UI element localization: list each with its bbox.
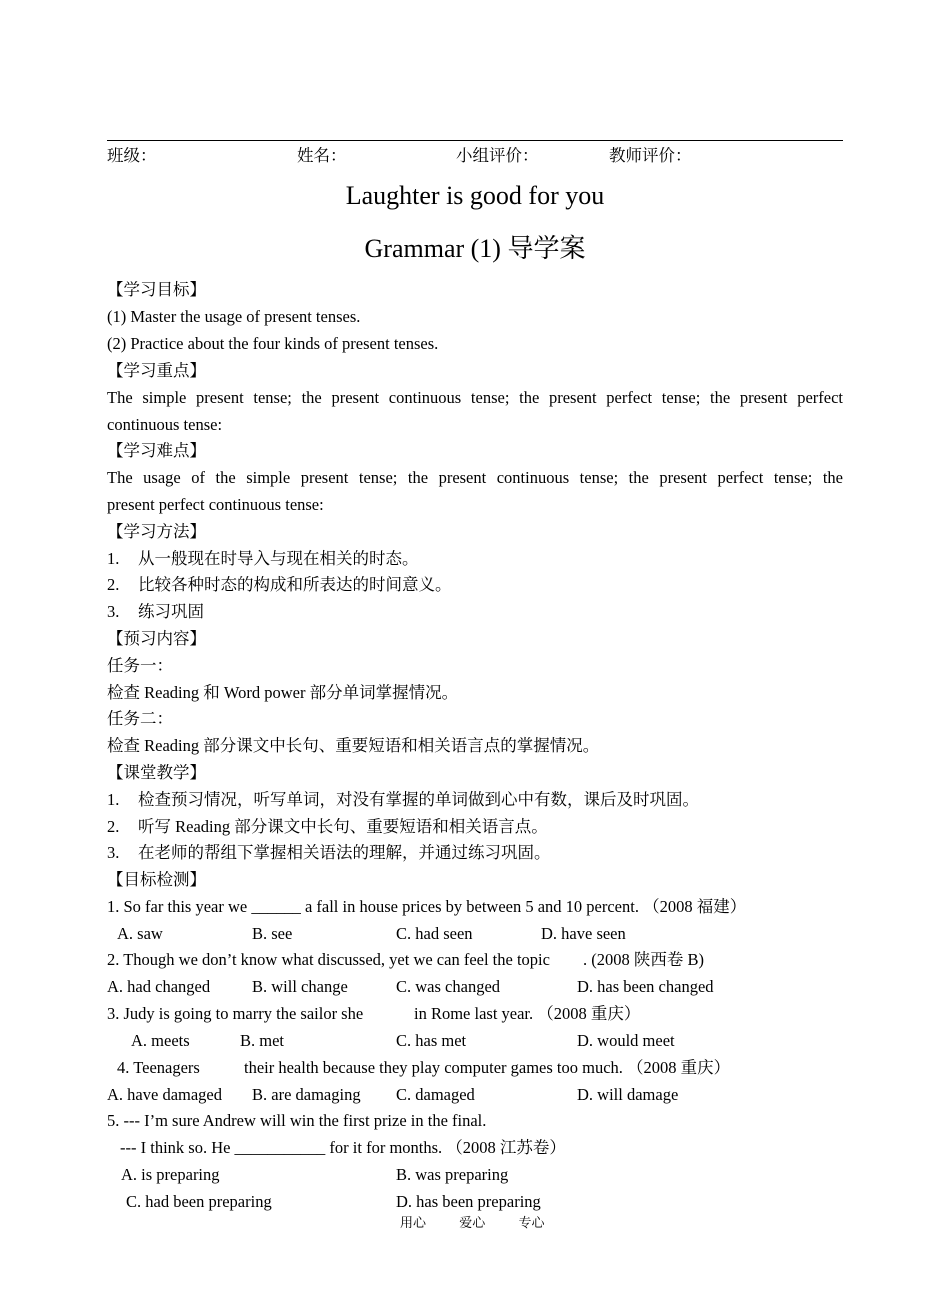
q5-option-c: C. had been preparing [126,1192,272,1211]
q4-option-b: B. are damaging [252,1085,361,1104]
page-subtitle: Grammar (1) 导学案 [364,234,586,263]
q1-option-d: D. have seen [541,924,626,943]
q3-option-c: C. has met [396,1031,467,1050]
classroom-text: 检查预习情况，听写单词，对没有掌握的单词做到心中有数，课后及时巩固。 [138,790,699,809]
method-text: 比较各种时态的构成和所表达的时间意义。 [138,575,452,594]
q5-option-b: B. was preparing [396,1165,509,1184]
question-3-stem-rest: in Rome last year. （2008 重庆） [414,1004,641,1023]
test-heading: 【目标检测】 [107,870,206,889]
task1-text: 检查 Reading 和 Word power 部分单词掌握情况。 [107,683,459,702]
method-item [107,575,843,595]
task1-label: 任务一： [107,656,173,675]
classroom-text: 听写 Reading 部分课文中长句、重要短语和相关语言点。 [138,817,548,836]
difficulties-line: present perfect continuous tense: [107,495,324,514]
preview-heading: 【预习内容】 [107,629,206,648]
task2-text: 检查 Reading 部分课文中长句、重要短语和相关语言点的掌握情况。 [107,736,600,755]
goal-item: (2) Practice about the four kinds of present tenses. [107,334,439,353]
page-footer [400,1214,545,1232]
task2-label: 任务二： [107,709,173,728]
question-1-stem: 1. So far this year we ______ a fall in house prices by between 5 and 10 percent. （2008 福建） [107,897,747,916]
q4-option-c: C. damaged [396,1085,475,1104]
q5-option-a: A. is preparing [121,1165,220,1184]
question-4-stem: 4. Teenagers [117,1058,200,1077]
method-item [107,602,843,622]
method-num: 1. [107,549,120,568]
class-label: 班级： [107,146,157,165]
q1-option-b: B. see [252,924,293,943]
classroom-num: 3. [107,843,120,862]
difficulties-heading: 【学习难点】 [107,441,206,460]
question-2-stem: 2. Though we don’t know what discussed, yet we can feel the topic . (2008 陕西卷 B) [107,950,704,969]
page-title: Laughter is good for you [345,181,605,210]
method-text: 从一般现在时导入与现在相关的时态。 [138,549,419,568]
header-rule [107,140,843,141]
classroom-heading: 【课堂教学】 [107,763,206,782]
question-5-line1: 5. --- I’m sure Andrew will win the first prize in the final. [107,1111,487,1130]
key-points-heading: 【学习重点】 [107,361,206,380]
q3-option-a: A. meets [131,1031,190,1050]
footer-word: 用心 [400,1215,427,1230]
q1-option-c: C. had seen [396,924,473,943]
group-eval-label: 小组评价： [456,146,539,165]
key-points-line: continuous tense: [107,415,223,434]
q3-option-b: B. met [240,1031,284,1050]
methods-heading: 【学习方法】 [107,522,206,541]
classroom-item [107,790,843,810]
goals-heading: 【学习目标】 [107,280,206,299]
q5-option-d: D. has been preparing [396,1192,541,1211]
method-num: 3. [107,602,120,621]
q3-option-d: D. would meet [577,1031,675,1050]
difficulties-line: The usage of the simple present tense; the present continuous tense; the present perfect tense; the [107,468,843,487]
classroom-item [107,817,843,837]
footer-word: 专心 [518,1215,545,1230]
goal-item: (1) Master the usage of present tenses. [107,307,361,326]
method-item [107,549,843,569]
name-label: 姓名： [297,146,347,165]
q4-option-d: D. will damage [577,1085,679,1104]
classroom-text: 在老师的帮组下掌握相关语法的理解，并通过练习巩固。 [138,843,551,862]
classroom-item [107,843,843,863]
method-text: 练习巩固 [138,602,204,621]
q2-option-a: A. had changed [107,977,211,996]
key-points-line: The simple present tense; the present continuous tense; the present perfect tense; the present perfect [107,388,843,407]
question-3-stem: 3. Judy is going to marry the sailor she [107,1004,364,1023]
q2-option-b: B. will change [252,977,348,996]
question-5-line2: --- I think so. He ___________ for it for months. （2008 江苏卷） [120,1138,566,1157]
footer-word: 爱心 [459,1215,486,1230]
question-4-stem-rest: their health because they play computer games too much. （2008 重庆） [244,1058,731,1077]
q2-option-c: C. was changed [396,977,501,996]
teacher-eval-label: 教师评价： [609,146,692,165]
q1-option-a: A. saw [117,924,163,943]
method-num: 2. [107,575,120,594]
classroom-num: 2. [107,817,120,836]
q2-option-d: D. has been changed [577,977,714,996]
classroom-num: 1. [107,790,120,809]
q4-option-a: A. have damaged [107,1085,222,1104]
